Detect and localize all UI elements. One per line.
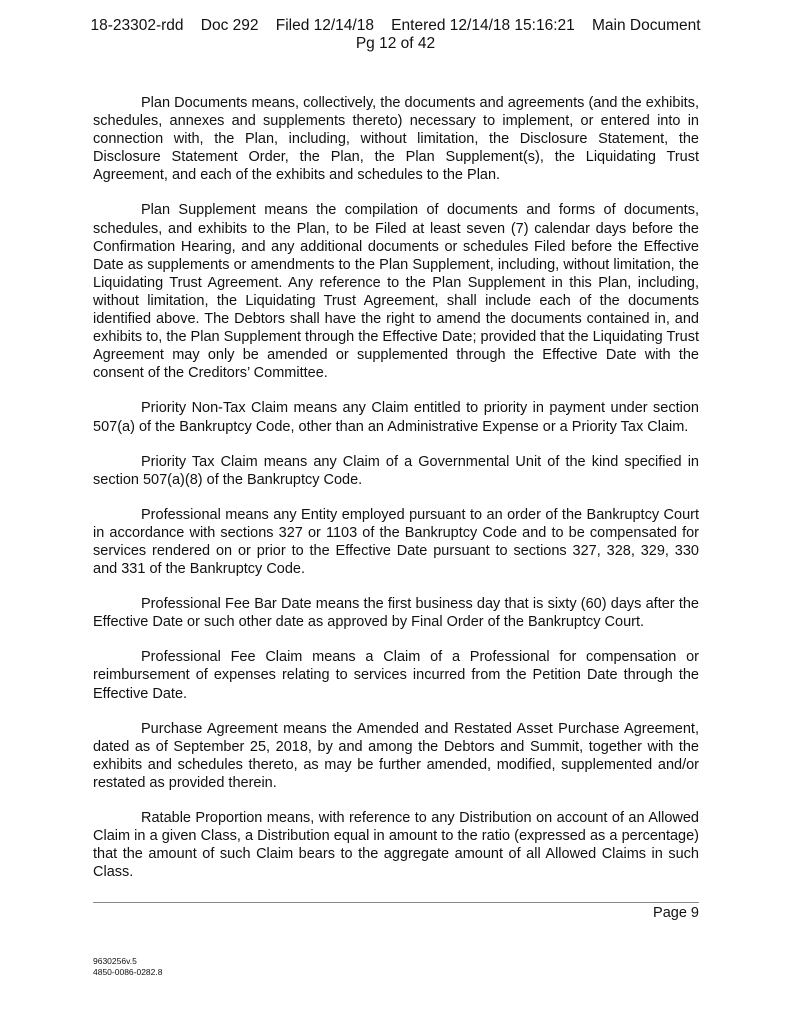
definition-priority-tax-claim: Priority Tax Claim means any Claim of a Governmental Unit of the kind specified in section 507(a)(8) of the Bankruptcy Code. — [93, 453, 699, 488]
definition-professional-fee-claim: Professional Fee Claim means a Claim of a Professional for compensation or reimbursement of expenses relating to services incurred from the Petition Date through the Effective Date. — [93, 649, 699, 702]
filing-stamp-line: 18-23302-rdd Doc 292 Filed 12/14/18 Entered 12/14/18 15:16:21 Main Document — [90, 17, 701, 34]
court-filing-header — [0, 17, 791, 53]
definition-purchase-agreement: Purchase Agreement means the Amended and Restated Asset Purchase Agreement, dated as of September 25, 2018, by and among the Debtors and Summit, together with the exhibits and schedules thereto, as may be further amended, modified, supplemented and/or restated as provided therein. — [93, 720, 699, 791]
doc-id-primary: 9630256v.5 — [93, 956, 137, 966]
definition-professional-fee-bar-date: Professional Fee Bar Date means the first business day that is sixty (60) days after the Effective Date or such other date as approved by Final Order of the Bankruptcy Court. — [93, 596, 699, 631]
footer-divider — [93, 902, 699, 903]
definition-plan-documents: Plan Documents means, collectively, the documents and agreements (and the exhibits, schedules, annexes and supplements thereto) necessary to implement, or entered into in connection with, the Plan, including, without limitation, the Disclosure Statement, the Disclosure Statement Order, the Plan, the Plan Supplement(s), the Liquidating Trust Agreement, and each of the exhibits and schedules to the Plan. — [93, 95, 699, 184]
page-number: Page 9 — [653, 905, 699, 921]
definition-priority-non-tax-claim: Priority Non-Tax Claim means any Claim entitled to priority in payment under section 507(a) of the Bankruptcy Code, other than an Administrative Expense or a Priority Tax Claim. — [93, 400, 699, 435]
document-identifiers — [93, 956, 162, 978]
doc-id-secondary: 4850-0086-0282.8 — [93, 967, 163, 977]
document-body — [93, 94, 699, 898]
definition-ratable-proportion: Ratable Proportion means, with reference to any Distribution on account of an Allowed Claim in a given Class, a Distribution equal in amount to the ratio (expressed as a percentage) that the amount of such Claim bears to the aggregate amount of all Allowed Claims in such Class. — [93, 810, 699, 881]
page-count-line: Pg 12 of 42 — [355, 35, 436, 52]
definition-professional: Professional means any Entity employed pursuant to an order of the Bankruptcy Court in accordance with sections 327 or 1103 of the Bankruptcy Code and to be compensated for services rendered on or prior to the Effective Date pursuant to sections 327, 328, 329, 330 and 331 of the Bankruptcy Code. — [93, 506, 699, 578]
definition-plan-supplement: Plan Supplement means the compilation of documents and forms of documents, schedules, and exhibits to the Plan, to be Filed at least seven (7) calendar days before the Confirmation Hearing, and any additional documents or schedules Filed before the Effective Date as supplements or amendments to the Plan Supplement, including, without limitation, the Liquidating Trust Agreement. Any reference to the Plan Supplement in this Plan, including, without limitation, the Liquidating Trust Agreement, shall include each of the documents identified above. The Debtors shall have the right to amend the documents contained in, and exhibits to, the Plan Supplement through the Effective Date; provided that the Liquidating Trust Agreement may only be amended or supplemented through the Effective Date with the consent of the Creditors’ Committee. — [93, 202, 699, 382]
